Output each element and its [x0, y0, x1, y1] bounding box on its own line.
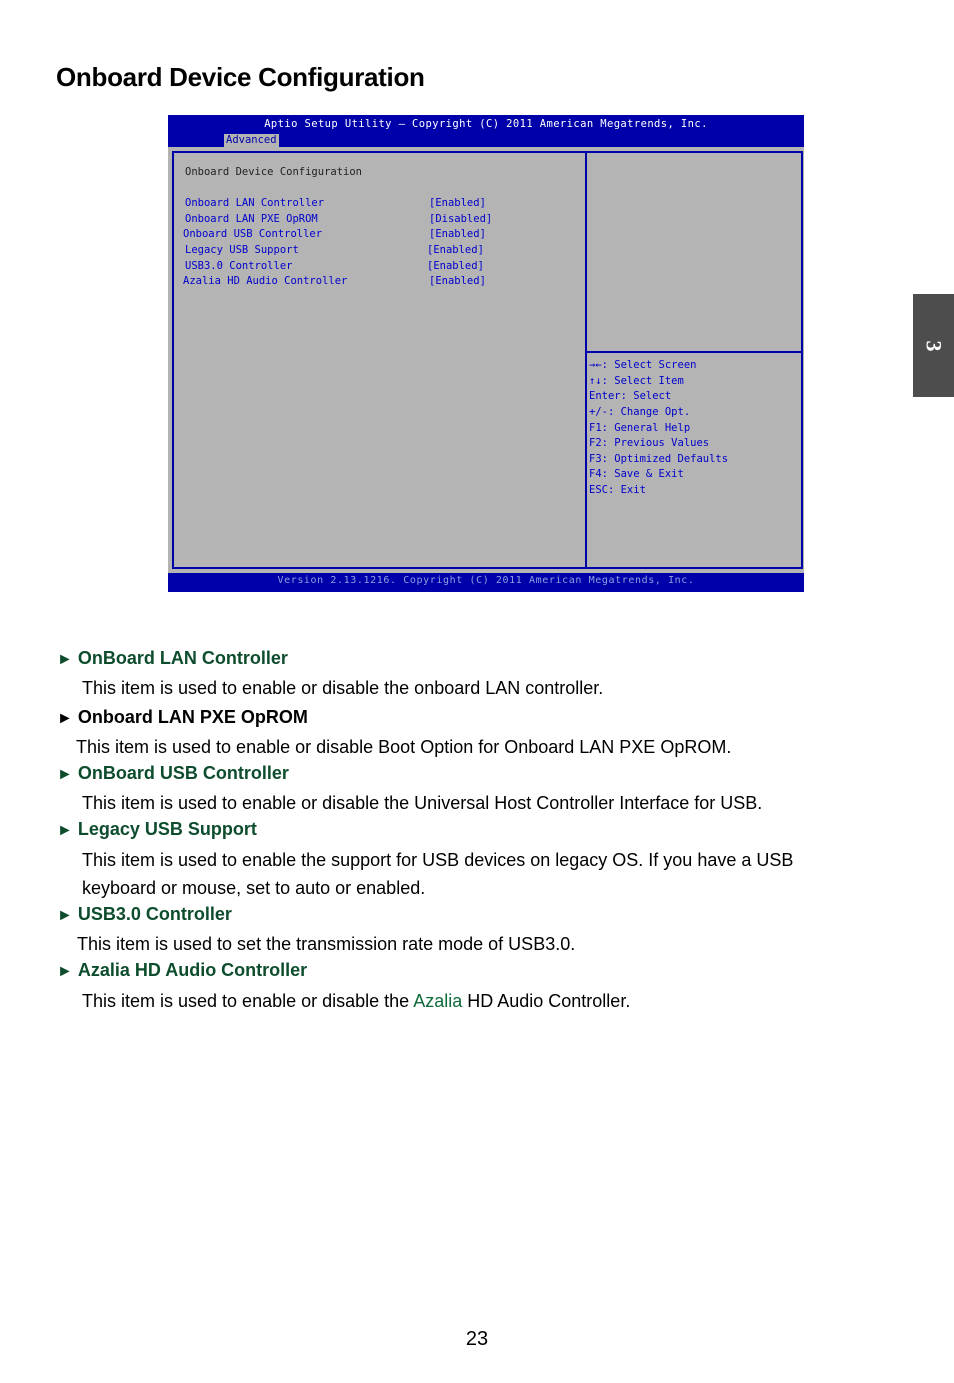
triangle-bullet-icon: ► — [57, 907, 73, 924]
item-description-post: HD Audio Controller. — [462, 991, 631, 1011]
bios-setting-label: Onboard LAN PXE OpROM — [185, 213, 318, 225]
bios-setting-value[interactable]: [Enabled] — [427, 260, 484, 272]
triangle-bullet-icon: ► — [57, 651, 73, 668]
chapter-number: 3 — [921, 340, 947, 351]
item-heading-usb-controller — [57, 763, 289, 784]
item-heading-usb30 — [57, 904, 232, 925]
bios-setting-label: Onboard LAN Controller — [185, 197, 325, 209]
item-description: This item is used to enable or disable the Universal Host Controller Interface for USB. — [82, 793, 763, 813]
bios-setting-value[interactable]: [Enabled] — [429, 197, 486, 209]
bios-setting-label: Onboard USB Controller — [183, 228, 323, 240]
help-line: →←: Select Screen — [589, 359, 697, 371]
item-heading-text: OnBoard USB Controller — [77, 763, 289, 783]
bios-tab-advanced[interactable]: Advanced — [226, 134, 277, 146]
bios-setting-label: Azalia HD Audio Controller — [183, 275, 348, 287]
item-heading-azalia — [57, 960, 307, 981]
bios-setting-row[interactable] — [183, 275, 486, 323]
item-description-pre: This item is used to enable or disable the — [82, 991, 414, 1011]
item-heading-legacy-usb — [57, 819, 257, 840]
item-heading-lan-pxe-oprom — [57, 707, 308, 728]
page-number: 23 — [465, 1328, 489, 1350]
item-description: This item is used to enable or disable the onboard LAN controller. — [82, 678, 604, 698]
bios-settings-panel — [172, 151, 587, 569]
triangle-bullet-icon: ► — [57, 963, 73, 980]
bios-body — [168, 147, 804, 573]
bios-help-description-panel — [585, 151, 803, 351]
triangle-bullet-icon: ► — [57, 710, 73, 727]
bios-screenshot — [168, 115, 804, 592]
item-heading-lan-controller — [57, 648, 288, 669]
item-description-line2: keyboard or mouse, set to auto or enabled. — [82, 878, 426, 898]
help-line: F2: Previous Values — [589, 437, 710, 449]
bios-setting-value[interactable]: [Enabled] — [429, 275, 486, 287]
bios-footer: Version 2.13.1216. Copyright (C) 2011 American Megatrends, Inc. — [277, 575, 695, 586]
item-description-line1: This item is used to enable the support for USB devices on legacy OS. If you have a USB — [82, 850, 794, 870]
item-heading-text: USB3.0 Controller — [77, 904, 232, 924]
item-description: This item is used to enable or disable Boot Option for Onboard LAN PXE OpROM. — [76, 737, 732, 757]
bios-setting-value[interactable]: [Enabled] — [429, 228, 486, 240]
item-description: This item is used to set the transmission rate mode of USB3.0. — [77, 934, 576, 954]
help-line: ESC: Exit — [589, 484, 646, 496]
bios-setting-label: Legacy USB Support — [185, 244, 299, 256]
help-line: +/-: Change Opt. — [589, 406, 691, 418]
item-heading-text: Legacy USB Support — [77, 819, 257, 839]
item-heading-text: OnBoard LAN Controller — [77, 648, 288, 668]
help-line: ↑↓: Select Item — [589, 375, 684, 387]
help-line: Enter: Select — [589, 390, 672, 402]
item-heading-text: Azalia HD Audio Controller — [77, 960, 308, 980]
help-line: F3: Optimized Defaults — [589, 453, 729, 465]
item-heading-text: Onboard LAN PXE OpROM — [77, 707, 308, 727]
item-description — [82, 987, 630, 1015]
chapter-tab — [913, 294, 954, 397]
bios-setting-value[interactable]: [Disabled] — [429, 213, 493, 225]
bios-key-help-panel — [585, 351, 803, 569]
help-line: F1: General Help — [589, 422, 691, 434]
triangle-bullet-icon: ► — [57, 766, 73, 783]
bios-setting-value[interactable]: [Enabled] — [427, 244, 484, 256]
help-line: F4: Save & Exit — [589, 468, 684, 480]
page-title: Onboard Device Configuration — [56, 62, 425, 92]
bios-section-title: Onboard Device Configuration — [185, 166, 363, 178]
bios-header: Aptio Setup Utility – Copyright (C) 2011 American Megatrends, Inc. — [264, 118, 708, 130]
item-description-highlight: Azalia — [413, 991, 463, 1011]
triangle-bullet-icon: ► — [57, 822, 73, 839]
bios-setting-label: USB3.0 Controller — [185, 260, 293, 272]
